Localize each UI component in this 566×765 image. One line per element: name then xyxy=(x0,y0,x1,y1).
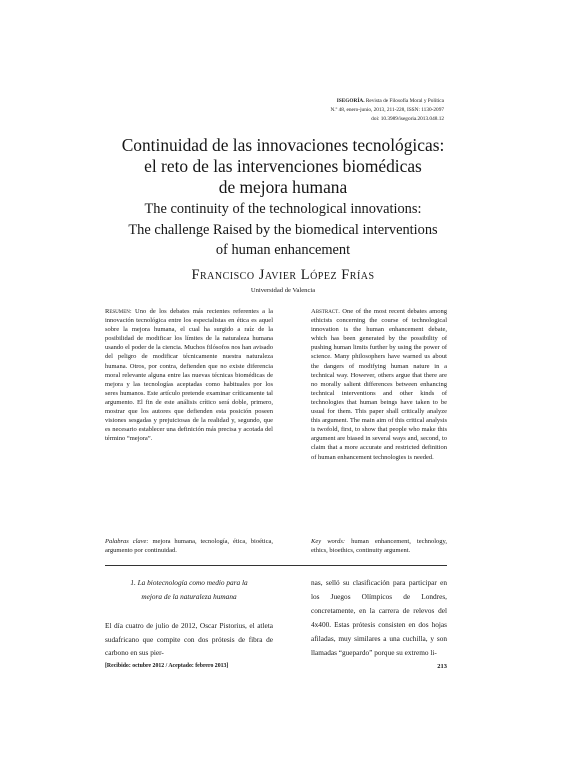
body-text-left: El día cuatro de julio de 2012, Oscar Pistorius, el atleta sudafricano que compite con dos prótesis de fibra de carbono en sus pier- xyxy=(105,621,273,658)
body-text-right: nas, selló su clasificación para participar en los Juegos Olímpicos de Londres, concretamente, en la carrera de relevos del 4x400. Estas prótesis consisten en dos hojas afiladas, muy similares a una cuchilla, y son llamadas “guepardo” porque su extremo li- xyxy=(311,578,447,657)
keywords-spanish: Palabras clave: mejora humana, tecnología, ética, bioética, argumento por continuidad. xyxy=(105,538,273,555)
title-english: The continuity of the technological innovations: The challenge Raised by the biomedical interventions of human enhancement xyxy=(128,201,438,258)
journal-header-doi: doi: 10.3989/isegoria.2013.048.12 xyxy=(371,116,444,122)
keywords-english: Key words: human enhancement, technology, ethics, bioethics, continuity argument. xyxy=(311,538,447,555)
journal-header-line-1: ISEGORÍA. Revista de Filosofía Moral y Política xyxy=(336,98,444,104)
page-number: 213 xyxy=(437,663,447,670)
journal-header-line-2: N.º 48, enero-junio, 2013, 211-228, ISSN: 1130-2097 xyxy=(330,107,444,113)
section-heading: 1. La biotecnología como medio para la mejora de la naturaleza humana xyxy=(130,578,248,601)
title-spanish: Continuidad de las innovaciones tecnológicas: el reto de las intervenciones biomédicas de mejora humana xyxy=(121,135,445,197)
author-affiliation: Universidad de Valencia xyxy=(250,287,316,294)
divider-rule xyxy=(105,565,447,566)
received-accepted-dates: [Recibido: octubre 2012 / Aceptado: febrero 2013] xyxy=(105,663,229,669)
abstract-english: Abstract. One of the most recent debates among ethicists concerning the course of technological innovation is the human enhancement debate, which has been generated by the possibility of pushing human limits further by using the power of science. Many philosophers have warned us about the dangers of modifying human nature in a technical way. However, others argue that there are no morally salient differences between enhancing technical interventions and other kinds of technologies that human beings have taken to be usual for them. This paper shall critically analyze this argument. The main aim of this critical analysis is twofold, first, to show that people who make this argument are biased in several ways and, second, to claim that a more accurate and restricted definition of human enhancement technologies is needed. xyxy=(311,308,447,461)
author-name: Francisco Javier López Frías xyxy=(191,267,375,283)
abstract-spanish: Resumen: Uno de los debates más recientes referentes a la innovación tecnológica entre los especialistas en ética es aquel sobre la mejora humana, el cual ha surgido a raíz de la posibilidad de modificar los límites de la naturaleza humana usando el poder de la ciencia. Muchos filósofos nos han avisado del peligro de modificar técnicamente nuestra naturaleza humana. Otros, por contra, defienden que no existe diferencia moral relevante alguna entre las nuevas técnicas biomédicas de mejora y las tecnologías aceptadas como habituales por los seres humanos. Este artículo pretende examinar críticamente tal argumento. El fin de este análisis crítico será doble, primero, mostrar que los autores que defienden esta posición poseen visiones sesgadas y prejuiciosas de la realidad y, segundo, que es necesario establecer una definición más precisa y acotada del término “mejora”. xyxy=(105,308,273,443)
